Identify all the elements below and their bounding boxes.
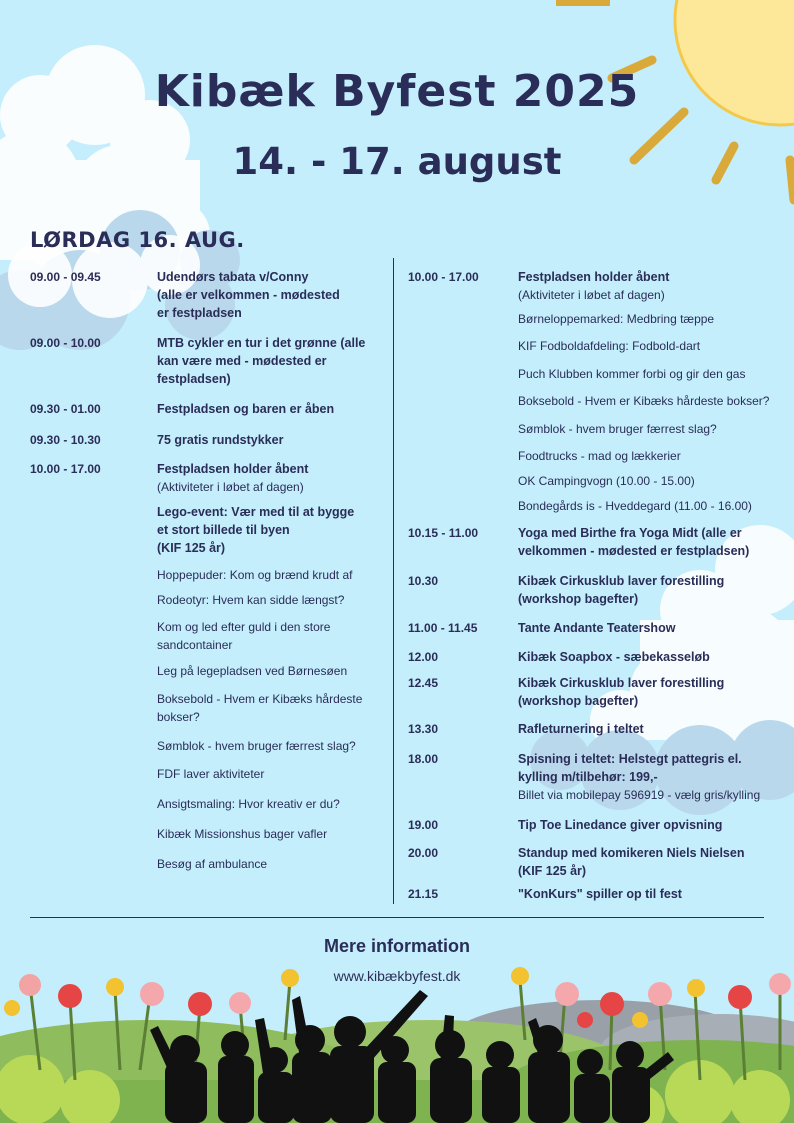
sub-activity-text: Ansigtsmaling: Hvor kreativ er du? bbox=[157, 797, 340, 811]
schedule-activity: (workshop bagefter) bbox=[518, 694, 639, 708]
schedule-time: 09.00 - 10.00 bbox=[30, 336, 101, 350]
sub-activity-text: Leg på legepladsen ved Børnesøen bbox=[157, 664, 348, 678]
schedule-time: 18.00 bbox=[408, 752, 439, 766]
schedule-activity: Kibæk Cirkusklub laver forestilling bbox=[518, 574, 725, 588]
schedule-note: (Aktiviteter i løbet af dagen) bbox=[157, 480, 304, 494]
schedule-time: 10.00 - 17.00 bbox=[408, 270, 479, 284]
schedule-time: 10.15 - 11.00 bbox=[408, 526, 479, 540]
sub-activity-text: (KIF 125 år) bbox=[157, 541, 226, 555]
sub-activity bbox=[518, 472, 792, 490]
sub-activity bbox=[157, 591, 392, 609]
schedule-activity: (alle er velkommen - mødested bbox=[157, 288, 340, 302]
schedule-activity: er festpladsen bbox=[157, 306, 242, 320]
footer-divider bbox=[30, 917, 764, 918]
schedule-time: 09.30 - 01.00 bbox=[30, 402, 101, 416]
sub-activity-text: Rodeotyr: Hvem kan sidde længst? bbox=[157, 593, 345, 607]
sub-activity bbox=[157, 765, 392, 783]
schedule-activity: Kibæk Cirkusklub laver forestilling bbox=[518, 676, 725, 690]
schedule-activity: festpladsen) bbox=[157, 372, 231, 386]
sub-activity bbox=[157, 618, 392, 654]
sub-activity bbox=[518, 337, 792, 355]
schedule-activity: Tante Andante Teatershow bbox=[518, 621, 676, 635]
sub-activity-text: bokser? bbox=[157, 710, 200, 724]
schedule-activity: Udendørs tabata v/Conny bbox=[157, 270, 309, 284]
schedule-activity: kylling m/tilbehør: 199,- bbox=[518, 770, 658, 784]
schedule-activity: Rafleturnering i teltet bbox=[518, 722, 644, 736]
sub-activity bbox=[518, 497, 792, 515]
sub-activity bbox=[157, 662, 392, 680]
schedule-time: 10.00 - 17.00 bbox=[30, 462, 101, 476]
sub-activity-text: Foodtrucks - mad og lækkerier bbox=[518, 449, 681, 463]
sub-activity bbox=[157, 503, 392, 557]
sub-activity bbox=[518, 310, 792, 328]
schedule-time: 09.30 - 10.30 bbox=[30, 433, 101, 447]
schedule-activity: kan være med - mødested er bbox=[157, 354, 327, 368]
sub-activity-text: Bondegårds is - Hveddegard (11.00 - 16.00) bbox=[518, 499, 752, 513]
sub-activity-text: FDF laver aktiviteter bbox=[157, 767, 265, 781]
schedule-activity: Kibæk Soapbox - sæbekasseløb bbox=[518, 650, 710, 664]
sub-activity-text: Hoppepuder: Kom og brænd krudt af bbox=[157, 568, 353, 582]
schedule-time: 19.00 bbox=[408, 818, 439, 832]
schedule-time: 10.30 bbox=[408, 574, 439, 588]
sub-activity-text: Børneloppemarked: Medbring tæppe bbox=[518, 312, 715, 326]
sub-activity bbox=[157, 737, 392, 755]
sub-activity bbox=[157, 795, 392, 813]
sub-activity bbox=[157, 825, 392, 843]
page-title: Kibæk Byfest 2025 bbox=[154, 66, 640, 117]
schedule-activity: Festpladsen holder åbent bbox=[518, 270, 670, 284]
more-info-heading: Mere information bbox=[323, 936, 470, 956]
schedule-note: (Aktiviteter i løbet af dagen) bbox=[518, 288, 665, 302]
sub-activity-text: OK Campingvogn (10.00 - 15.00) bbox=[518, 474, 695, 488]
sub-activity-text: Kom og led efter guld i den store bbox=[157, 620, 331, 634]
schedule-time: 21.15 bbox=[408, 887, 439, 901]
schedule-time: 09.00 - 09.45 bbox=[30, 270, 101, 284]
schedule-time: 12.00 bbox=[408, 650, 439, 664]
schedule-activity: (KIF 125 år) bbox=[518, 864, 587, 878]
sub-activity-text: Puch Klubben kommer forbi og gir den gas bbox=[518, 367, 746, 381]
festival-dates: 14. - 17. august bbox=[232, 140, 562, 183]
schedule-time: 13.30 bbox=[408, 722, 439, 736]
sub-activity bbox=[157, 855, 392, 873]
schedule-note: Billet via mobilepay 596919 - vælg gris/kylling bbox=[518, 788, 761, 802]
sub-activity-text: et stort billede til byen bbox=[157, 523, 290, 537]
sub-activity-text: Boksebold - Hvem er Kibæks hårdeste bokser? bbox=[518, 394, 770, 408]
sub-activity-text: Boksebold - Hvem er Kibæks hårdeste bbox=[157, 692, 363, 706]
schedule-activity: "KonKurs" spiller op til fest bbox=[518, 887, 682, 901]
schedule-activity: Festpladsen og baren er åben bbox=[157, 402, 335, 416]
sub-activity bbox=[518, 447, 792, 465]
sub-activity-text: Sømblok - hvem bruger færrest slag? bbox=[518, 422, 717, 436]
website-link[interactable]: www.kibækbyfest.dk bbox=[333, 968, 461, 984]
sub-activity-text: Kibæk Missionshus bager vafler bbox=[157, 827, 328, 841]
sub-activity-text: sandcontainer bbox=[157, 638, 233, 652]
schedule-time: 11.00 - 11.45 bbox=[408, 621, 478, 635]
schedule-time: 20.00 bbox=[408, 846, 439, 860]
schedule-activity: MTB cykler en tur i det grønne (alle bbox=[157, 336, 366, 350]
sub-activity bbox=[157, 566, 392, 584]
sub-activity-text: Besøg af ambulance bbox=[157, 857, 268, 871]
schedule-activity: 75 gratis rundstykker bbox=[157, 433, 284, 447]
sub-activity bbox=[518, 420, 792, 438]
sub-activity-text: Lego-event: Vær med til at bygge bbox=[157, 505, 355, 519]
schedule-activity: Tip Toe Linedance giver opvisning bbox=[518, 818, 723, 832]
schedule-activity: velkommen - mødested er festpladsen) bbox=[518, 544, 750, 558]
sub-activity bbox=[157, 690, 392, 726]
schedule-activity: (workshop bagefter) bbox=[518, 592, 639, 606]
schedule-activity: Spisning i teltet: Helstegt pattegris el. bbox=[518, 752, 742, 766]
schedule-time: 12.45 bbox=[408, 676, 439, 690]
schedule-activity: Standup med komikeren Niels Nielsen bbox=[518, 846, 745, 860]
schedule-activity: Festpladsen holder åbent bbox=[157, 462, 309, 476]
sub-activity bbox=[518, 365, 792, 383]
sub-activity bbox=[518, 392, 792, 410]
sub-activity-text: Sømblok - hvem bruger færrest slag? bbox=[157, 739, 356, 753]
day-heading: LØRDAG 16. AUG. bbox=[30, 228, 245, 252]
schedule-activity: Yoga med Birthe fra Yoga Midt (alle er bbox=[518, 526, 742, 540]
sub-activity-text: KIF Fodboldafdeling: Fodbold-dart bbox=[518, 339, 701, 353]
column-divider bbox=[393, 258, 394, 904]
